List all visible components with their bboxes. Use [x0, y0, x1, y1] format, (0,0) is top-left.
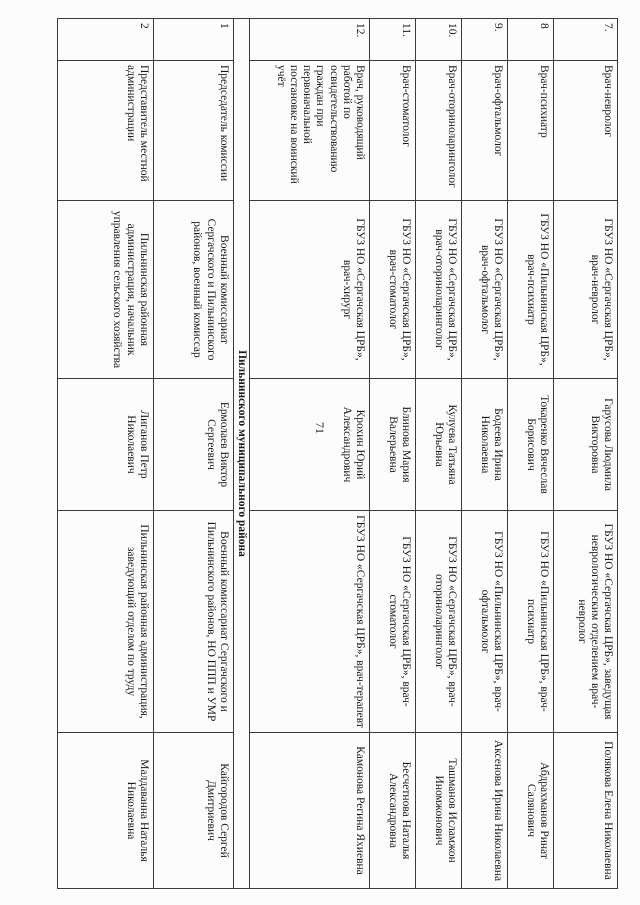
section-title: Пильнинского муниципального района — [233, 19, 249, 889]
reserve-org-cell: Пильнинская районная администрация, заведующий отделом по труду — [57, 511, 153, 733]
main-org-cell: ГБУЗ НО «Сергачская ЦРБ», врач-стоматолог — [370, 201, 416, 379]
table-row — [370, 19, 416, 889]
table-row — [508, 19, 554, 889]
reserve-org-cell: Военный комиссариат Сергачского и Пильнинского районов, НО ППП и УМР — [153, 511, 233, 733]
position-cell: Врач-офтальмолог — [462, 61, 508, 201]
position-cell: Врач-невролог — [554, 61, 618, 201]
main-member-cell: Крохин Юрий Александрович — [250, 379, 370, 511]
table-row — [416, 19, 462, 889]
reserve-org-cell: ГБУЗ НО «Сергачская ЦРБ», врач-оториноларинголог — [416, 511, 462, 733]
reserve-org-cell: ГБУЗ НО «Сергачская ЦРБ», врач-стоматолог — [370, 511, 416, 733]
row-number: 1 — [153, 19, 233, 61]
reserve-member-cell: Ташманов Исламжон Иномжонович — [416, 733, 462, 889]
position-cell: Врач, руководящий работой по освидетельствованию граждан при первоначальной постановке на воинский учёт — [250, 61, 370, 201]
main-member-cell: Гарусова Людмила Викторовна — [554, 379, 618, 511]
page-number: 71 — [313, 422, 327, 434]
reserve-member-cell: Камонова Регина Яхиевна — [250, 733, 370, 889]
reserve-member-cell: Полякова Елена Николаевна — [554, 733, 618, 889]
reserve-member-cell: Бесчетнова Наталья Александровна — [370, 733, 416, 889]
row-number: 11. — [370, 19, 416, 61]
row-number: 10. — [416, 19, 462, 61]
main-org-cell: ГБУЗ НО «Сергачская ЦРБ», врач-оториноларинголог — [416, 201, 462, 379]
table-row — [554, 19, 618, 889]
main-org-cell: Пильнинская районная администрация, начальник управления сельского хозяйства — [57, 201, 153, 379]
row-number: 7. — [554, 19, 618, 61]
reserve-org-cell: ГБУЗ НО «Пильнинская ЦРБ», врач-психиатр — [508, 511, 554, 733]
row-number: 8 — [508, 19, 554, 61]
table-row — [57, 19, 153, 889]
position-cell: Председатель комиссии — [153, 61, 233, 201]
main-org-cell: ГБУЗ НО «Сергачская ЦРБ», врач-офтальмолог — [462, 201, 508, 379]
main-member-cell: Ермолаев Виктор Сергеевич — [153, 379, 233, 511]
main-org-cell: Военный комиссариат Сергачского и Пильнинского районов, военный комиссар — [153, 201, 233, 379]
row-number: 12. — [250, 19, 370, 61]
reserve-org-cell: ГБУЗ НО «Сергачская ЦРБ», заведущая неврологическим отделением врач-невролог — [554, 511, 618, 733]
reserve-member-cell: Аксенова Ирина Николаевна — [462, 733, 508, 889]
main-member-cell: Блинова Мария Валерьевна — [370, 379, 416, 511]
table-row — [250, 19, 370, 889]
table-row — [462, 19, 508, 889]
section-header-row — [233, 19, 249, 889]
reserve-member-cell: Кайгородов Сергей Дмитриевич — [153, 733, 233, 889]
main-member-cell: Кулуева Татьяна Юрьевна — [416, 379, 462, 511]
row-number: 2 — [57, 19, 153, 61]
main-member-cell: Бодеева Ирина Николаевна — [462, 379, 508, 511]
position-cell: Представитель местной администрации — [57, 61, 153, 201]
reserve-org-cell: ГБУЗ НО «Сергачская ЦРБ», врач-терапевт — [250, 511, 370, 733]
main-org-cell: ГБУЗ НО «Сергачская ЦРБ», врач-невролог — [554, 201, 618, 379]
reserve-member-cell: Малдаванна Наталья Николаевна — [57, 733, 153, 889]
commission-table — [57, 18, 618, 889]
position-cell: Врач-оториноларинголог — [416, 61, 462, 201]
position-cell: Врач-стоматолог — [370, 61, 416, 201]
position-cell: Врач-психиатр — [508, 61, 554, 201]
main-org-cell: ГБУЗ НО «Пильнинская ЦРБ», врач-психиатр — [508, 201, 554, 379]
table-row — [153, 19, 233, 889]
reserve-member-cell: Абдрахманов Ринат Салянович — [508, 733, 554, 889]
row-number: 9. — [462, 19, 508, 61]
reserve-org-cell: ГБУЗ НО «Пильнинская ЦРБ», врач-офтальмолог — [462, 511, 508, 733]
rotated-table-wrapper — [58, 18, 618, 888]
main-member-cell: Токаренко Вячеслав Борисович — [508, 379, 554, 511]
main-member-cell: Лиганов Петр Николаевич — [57, 379, 153, 511]
main-org-cell: ГБУЗ НО «Сергачская ЦРБ», врач-хирург — [250, 201, 370, 379]
